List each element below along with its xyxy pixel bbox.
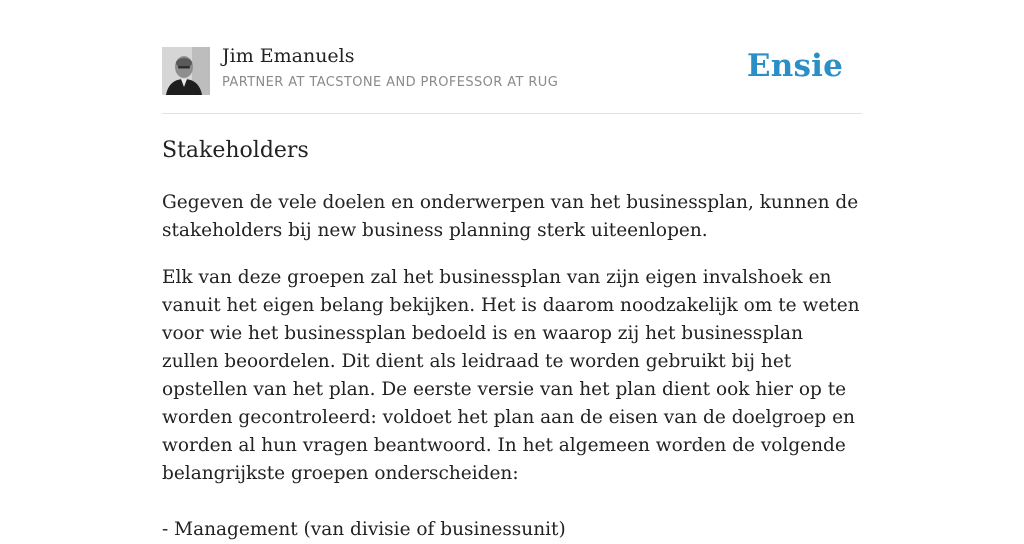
article-body	[162, 189, 862, 544]
brand-logo[interactable]: Ensie	[746, 48, 843, 84]
author-role: PARTNER AT TACSTONE AND PROFESSOR AT RUG	[222, 75, 559, 90]
list-item: - Management (van divisie of businessunit)	[162, 519, 566, 540]
person-portrait-icon	[162, 47, 210, 95]
article-card	[162, 0, 862, 540]
article-title: Stakeholders	[162, 138, 309, 163]
author-name[interactable]: Jim Emanuels	[222, 45, 355, 67]
author-header	[162, 0, 862, 114]
paragraph: Gegeven de vele doelen en onderwerpen van het businessplan, kunnen de stakeholders bij new business planning sterk uiteenlopen.	[162, 192, 859, 241]
paragraph: Elk van deze groepen zal het businessplan van zijn eigen invalshoek en vanuit het eigen belang bekijken. Het is daarom noodzakelijk om te weten voor wie het businessplan bedoeld is en waarop zij het businessplan zullen beoordelen. Dit dient als leidraad te worden gebruikt bij het opstellen van het plan. De eerste versie van het plan dient ook hier op te worden gecontroleerd: voldoet het plan aan de eisen van de doelgroep en worden al hun vragen beantwoord. In het algemeen worden de volgende belangrijkste groepen onderscheiden:	[162, 267, 860, 484]
avatar[interactable]	[162, 47, 210, 95]
